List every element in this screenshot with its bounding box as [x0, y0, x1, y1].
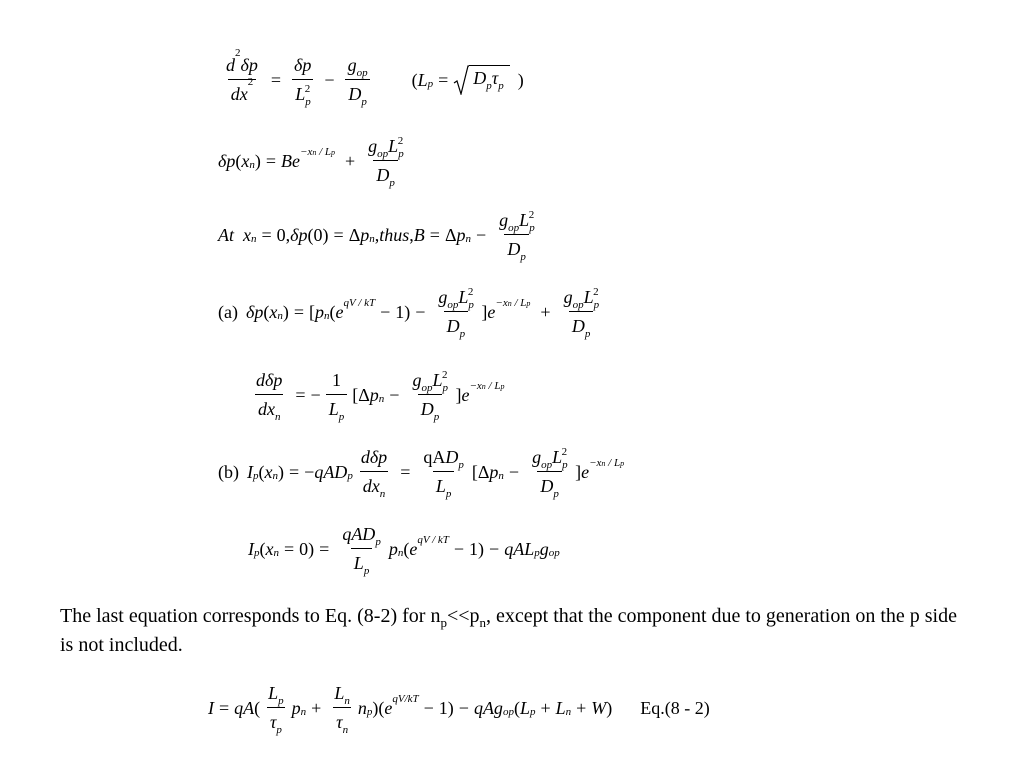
fraction: $\frac{g_{op}L_p^2}{D_p}$	[412, 369, 448, 423]
equation-8: I = qA ( $\frac{L_p}{\tau_p}$ p n + $\frac{L_n}{\tau_n}$ n p )( e qV/kT − 1) − qAg op ( L p + L n + W ) Eq.(8 - 2)	[208, 683, 710, 736]
equation-5: $\frac{\text{dδp}}{dx_n}$ = − $\frac{1}{L_p}$ [Δ p n − $\frac{g_{op}L_p^2}{D_p}$ ] e −xn / Lp	[248, 370, 504, 419]
fraction: $\frac{qAD_p}{L_p}$	[423, 447, 464, 500]
equation-6: (b) I p ( x n ) = − qAD p $\frac{\text{dδp}}{dx_n}$ = $\frac{qAD_p}{L_p}$ [Δ p n − $\frac{g_{op}L_p^2}{D_p}$ ] e −xn / Lp	[218, 446, 625, 500]
fraction: $\frac{\text{dδp}}{dx_n}$	[360, 447, 388, 500]
fraction: $\frac{g_{op}}{D_p}$	[345, 55, 371, 104]
equation-label-a: (a)	[218, 301, 238, 322]
equation-3: At x n = 0, δp (0) = Δ p n , thus , B = Δ p n − $\frac{g_{op}L_p^2}{D_p}$	[218, 210, 542, 259]
equation-1: $\frac{d^2\delta p}{dx^2}$ = $\frac{\delta p}{L_p^2}$ − $\frac{g_{op}}{D_p}$ ( L p = $D_p\tau_p$ )	[218, 55, 524, 104]
fraction: $\frac{\delta p}{L_p^2}$	[294, 55, 312, 108]
fraction: $\frac{L_n}{\tau_n}$	[334, 683, 350, 736]
fraction: $\frac{\text{dδp}}{dx_n}$	[256, 370, 283, 423]
fraction: $\frac{g_{op}L_p^2}{D_p}$	[563, 286, 600, 340]
fraction: $\frac{qAD_p}{L_p}$	[342, 524, 381, 577]
equation-4: (a) δp ( x n ) = [ p n ( e qV / kT − 1) − $\frac{g_{op}L_p^2}{D_p}$ ] e −xn / Lp + $\frac{g_{op}L_p^2}{D_p}$	[218, 287, 607, 336]
fraction: $\frac{g_{op}L_p^2}{D_p}$	[532, 446, 568, 500]
equation-7: I p ( x n = 0) = $\frac{qAD_p}{L_p}$ p n ( e qV / kT − 1) − qAL p g op	[248, 524, 560, 577]
fraction: $\frac{d^2\delta p}{dx^2}$	[226, 47, 258, 104]
equation-label-b: (b)	[218, 461, 239, 482]
fraction: $\frac{1}{L_p}$	[326, 370, 348, 419]
explanation-paragraph: The last equation corresponds to Eq. (8-2) for $n_p<<p_n$, except that the component due to generation on the p side is not included.	[60, 605, 957, 656]
equation-tag: Eq.(8 - 2)	[640, 697, 710, 718]
square-root: $D_p\tau_p$	[453, 65, 509, 95]
equation-2: δp ( x n ) = Be −xn / Lp + $\frac{g_{op}L_p^2}{D_p}$	[218, 136, 411, 185]
fraction: $\frac{g_{op}L_p^2}{D_p}$	[499, 209, 535, 263]
fraction: $\frac{g_{op}L_p^2}{D_p}$	[438, 286, 474, 340]
fraction: $\frac{g_{op}L_p^2}{D_p}$	[368, 135, 404, 189]
fraction: $\frac{L_p}{\tau_p}$	[268, 683, 284, 736]
